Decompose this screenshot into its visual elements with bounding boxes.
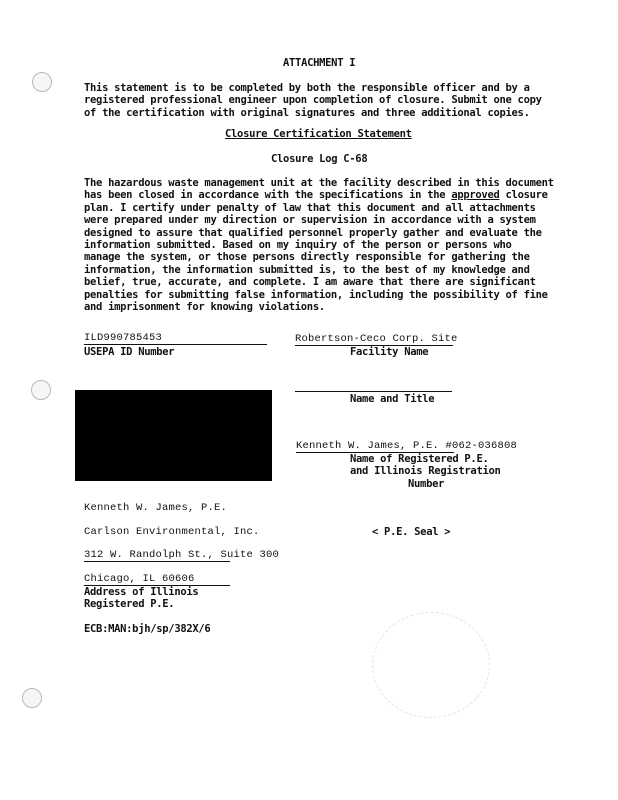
body-line: penalties for submitting false information, including the possibility of fine [84,288,548,301]
body-text: closure [499,189,548,202]
binder-hole-bottom [22,688,42,708]
body-line: plan. I certify under penalty of law that this document and all attachments [84,201,536,214]
intro-line: registered professional engineer upon completion of closure. Submit one copy [84,94,542,107]
address-street-rule [84,561,230,562]
body-line: information, the information submitted is, to the best of my knowledge and [84,263,530,276]
pe-name: Kenneth W. James, P.E. [296,440,440,452]
body-line [84,189,554,201]
binder-hole-top [32,72,52,92]
intro-paragraph [84,82,542,119]
redacted-signature-block [75,390,272,481]
address-label [84,586,198,611]
name-title-rule [295,391,452,392]
pe-label-line: Number [408,477,445,490]
usepa-id-label: USEPA ID Number [84,346,175,358]
approved-word: approved [451,189,500,202]
address-street: 312 W. Randolph St., Suite 300 [84,549,280,561]
reference-code: ECB:MAN:bjh/sp/382X/6 [84,623,211,635]
pe-registration-number: #062-036808 [445,440,518,452]
body-line: information submitted. Based on my inquiry of the person or persons who [84,239,512,252]
address-label-line: Address of Illinois [84,586,199,598]
intro-line: This statement is to be completed by both the responsible officer and by a [84,82,530,94]
log-heading: Closure Log C-68 [271,153,368,165]
pe-label-line: and Illinois Registration [350,465,501,478]
certification-paragraph [84,177,554,313]
body-line: The hazardous waste management unit at the facility described in this document [84,177,554,189]
facility-name-value: Robertson-Ceco Corp. Site [295,333,458,345]
pe-label [350,453,501,490]
name-title-label: Name and Title [350,393,435,405]
usepa-id-value: ILD990785453 [84,332,163,344]
pe-label-line: Name of Registered P.E. [350,453,489,465]
pe-name-value [296,440,517,452]
facility-name-label: Facility Name [350,346,429,358]
faint-seal-impression [372,612,490,718]
usepa-id-rule [84,344,267,345]
address-city: Chicago, IL 60606 [84,573,195,585]
address-label-line: Registered P.E. [84,598,175,611]
body-line: and imprisonment for knowing violations. [84,301,325,314]
body-line: were prepared under my direction or supervision in accordance with a system [84,214,536,227]
body-line: designed to assure that qualified personnel properly gather and evaluate the [84,226,542,239]
page-title: ATTACHMENT I [283,57,356,69]
pe-seal-placeholder: < P.E. Seal > [372,526,451,538]
body-line: manage the system, or those persons directly responsible for gathering the [84,251,530,264]
address-company: Carlson Environmental, Inc. [84,526,260,538]
address-name: Kenneth W. James, P.E. [84,502,228,514]
body-line: belief, true, accurate, and complete. I am aware that there are significant [84,276,536,289]
intro-line: of the certification with original signatures and three additional copies. [84,106,530,119]
statement-heading: Closure Certification Statement [225,128,412,140]
binder-hole-middle [31,380,51,400]
body-text: has been closed in accordance with the specifications in the [84,189,452,202]
